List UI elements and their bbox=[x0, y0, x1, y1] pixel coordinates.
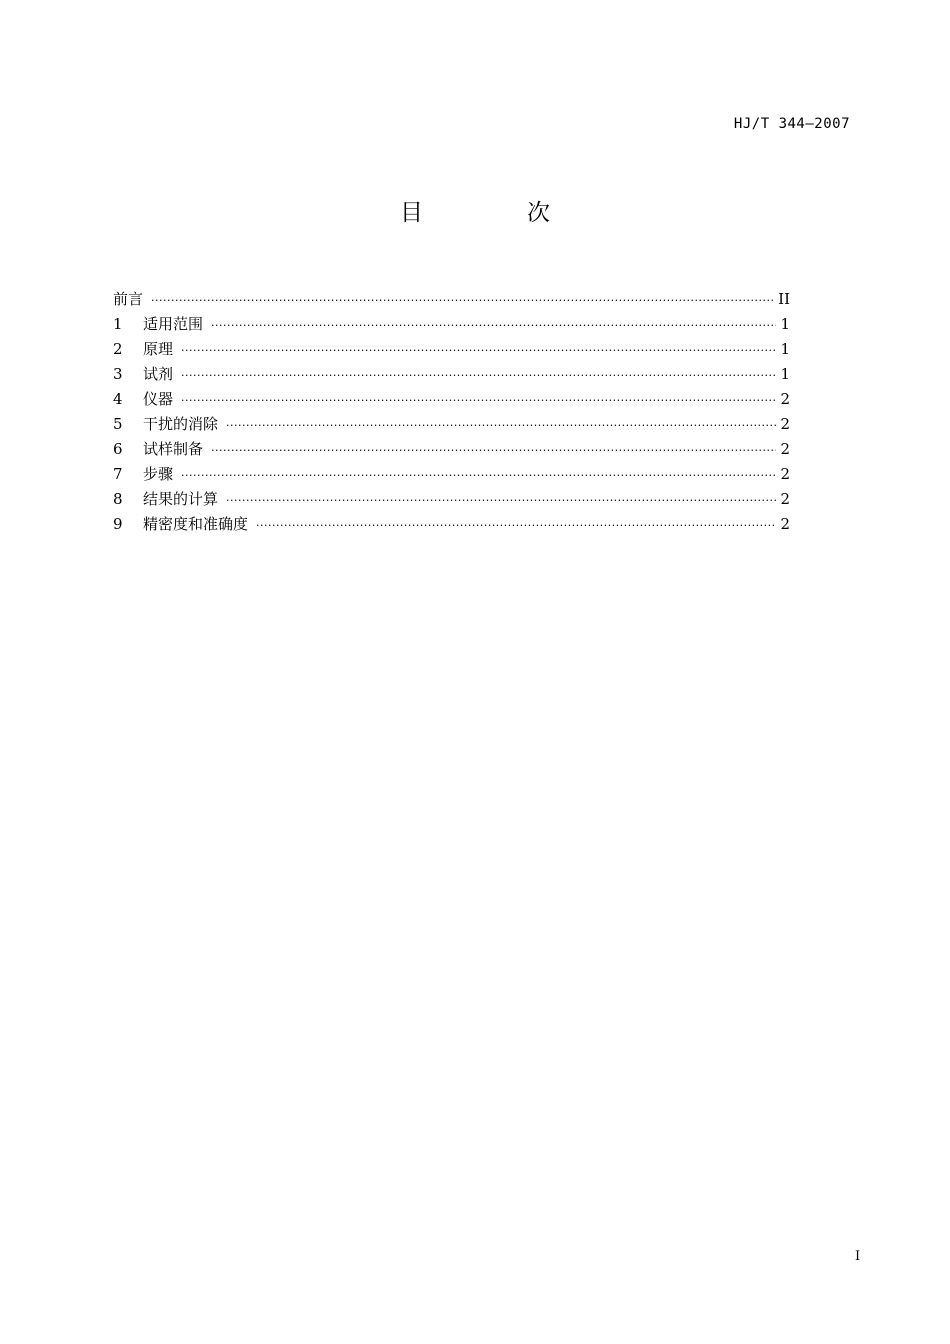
toc-entry-label: 适用范围 bbox=[143, 315, 204, 333]
toc-dot-leader bbox=[181, 388, 776, 413]
toc-entry-number: 1 bbox=[113, 315, 123, 333]
toc-dot-leader bbox=[151, 288, 774, 313]
toc-entry-label: 试剂 bbox=[143, 365, 174, 383]
toc-entry-6[interactable] bbox=[113, 437, 790, 462]
toc-entry-label: 原理 bbox=[143, 340, 174, 358]
toc-entry-label: 仪器 bbox=[143, 390, 174, 408]
toc-entry-label: 前言 bbox=[113, 290, 144, 308]
toc-entry-page: 2 bbox=[780, 515, 790, 533]
toc-dot-leader bbox=[181, 338, 776, 363]
toc-dot-leader bbox=[211, 438, 776, 463]
toc-entry-page: 2 bbox=[780, 440, 790, 458]
toc-dot-leader bbox=[226, 413, 776, 438]
toc-entry-5[interactable] bbox=[113, 412, 790, 437]
toc-entry-page: 1 bbox=[780, 365, 790, 383]
toc-list bbox=[113, 287, 790, 537]
toc-dot-leader bbox=[181, 363, 776, 388]
document-code: HJ/T 344—2007 bbox=[733, 116, 850, 132]
toc-entry-label: 步骤 bbox=[143, 465, 174, 483]
toc-entry-label: 结果的计算 bbox=[143, 490, 219, 508]
toc-entry-page: II bbox=[778, 290, 790, 308]
toc-entry-3[interactable] bbox=[113, 362, 790, 387]
toc-dot-leader bbox=[181, 463, 776, 488]
toc-entry-number: 9 bbox=[113, 515, 123, 533]
toc-entry-2[interactable] bbox=[113, 337, 790, 362]
toc-entry-number: 8 bbox=[113, 490, 123, 508]
toc-entry-page: 2 bbox=[780, 415, 790, 433]
toc-entry-label: 试样制备 bbox=[143, 440, 204, 458]
toc-title bbox=[0, 198, 950, 228]
toc-entry-number: 7 bbox=[113, 465, 123, 483]
page-number: I bbox=[855, 1249, 861, 1264]
toc-dot-leader bbox=[256, 513, 776, 538]
toc-entry-page: 1 bbox=[780, 315, 790, 333]
toc-entry-1[interactable] bbox=[113, 312, 790, 337]
toc-entry-page: 2 bbox=[780, 490, 790, 508]
toc-title-char-2: 次 bbox=[527, 200, 550, 226]
toc-entry-8[interactable] bbox=[113, 487, 790, 512]
toc-entry-number: 4 bbox=[113, 390, 123, 408]
toc-entry-page: 1 bbox=[780, 340, 790, 358]
toc-entry-9[interactable] bbox=[113, 512, 790, 537]
toc-entry-number: 2 bbox=[113, 340, 123, 358]
toc-dot-leader bbox=[211, 313, 776, 338]
toc-entry-7[interactable] bbox=[113, 462, 790, 487]
toc-entry-label: 精密度和准确度 bbox=[143, 515, 249, 533]
toc-entry-page: 2 bbox=[780, 390, 790, 408]
toc-entry-foreword[interactable] bbox=[113, 287, 790, 312]
toc-entry-number: 6 bbox=[113, 440, 123, 458]
toc-entry-page: 2 bbox=[780, 465, 790, 483]
toc-entry-number: 3 bbox=[113, 365, 123, 383]
toc-dot-leader bbox=[226, 488, 776, 513]
toc-entry-label: 干扰的消除 bbox=[143, 415, 219, 433]
toc-title-char-1: 目 bbox=[400, 200, 423, 226]
toc-entry-4[interactable] bbox=[113, 387, 790, 412]
toc-entry-number: 5 bbox=[113, 415, 123, 433]
